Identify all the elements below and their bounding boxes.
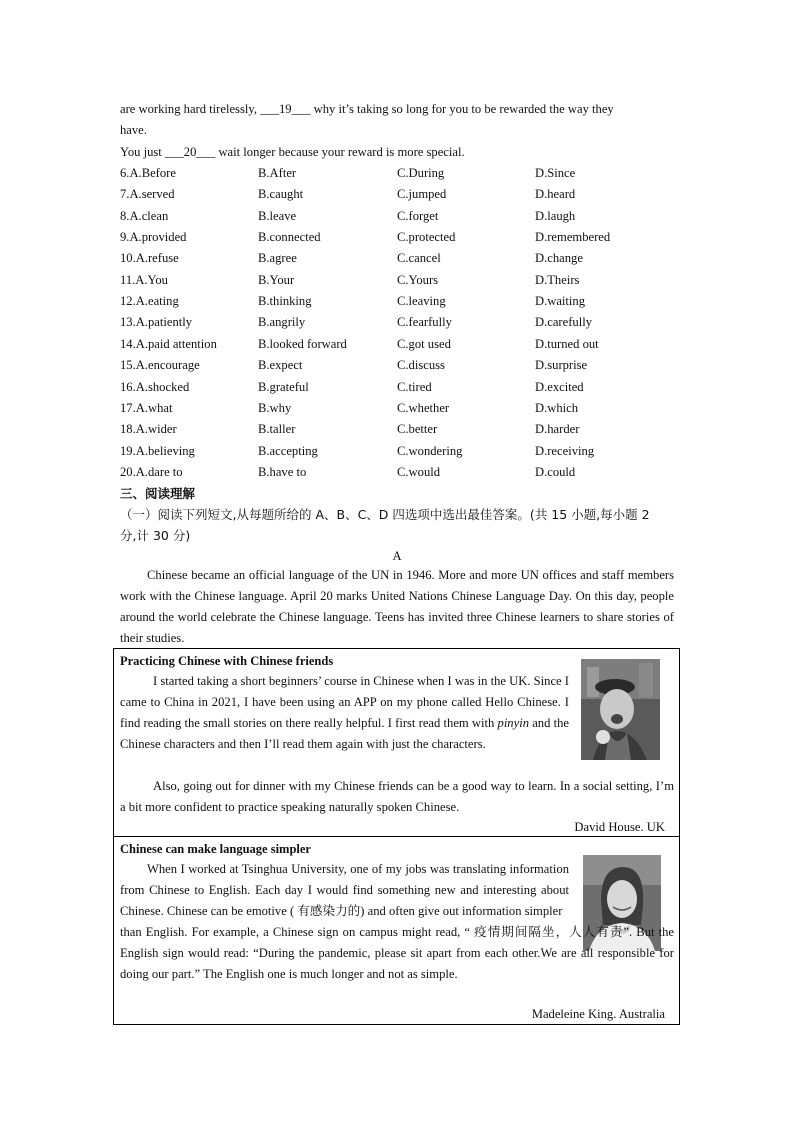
option-a: 15.A.encourage bbox=[120, 358, 200, 372]
option-d: D.waiting bbox=[535, 294, 586, 308]
option-d: D.change bbox=[535, 251, 583, 265]
option-a: 13.A.patiently bbox=[120, 315, 193, 329]
options-row bbox=[120, 314, 680, 330]
story-paragraph-2: Also, going out for dinner with my Chinese friends can be a good way to learn. In a social setting, I’m a bit more confident to practice speaking naturally spoken Chinese. bbox=[120, 779, 674, 814]
option-a: 10.A.refuse bbox=[120, 251, 179, 265]
option-c: C.discuss bbox=[397, 358, 445, 372]
option-c: C.leaving bbox=[397, 294, 446, 308]
options-row bbox=[120, 208, 680, 224]
option-c: C.would bbox=[397, 465, 441, 479]
option-a: 14.A.paid attention bbox=[120, 337, 217, 351]
option-a: 11.A.You bbox=[120, 273, 168, 287]
option-b: B.Your bbox=[258, 273, 295, 287]
portrait-photo-david bbox=[581, 659, 660, 760]
options-row bbox=[120, 400, 680, 416]
option-b: B.angrily bbox=[258, 315, 306, 329]
options-row bbox=[120, 336, 680, 352]
option-d: D.Theirs bbox=[535, 273, 580, 287]
options-row bbox=[120, 443, 680, 459]
option-c: C.wondering bbox=[397, 444, 463, 458]
option-b: B.have to bbox=[258, 465, 307, 479]
option-b: B.After bbox=[258, 166, 297, 180]
options-row bbox=[120, 421, 680, 437]
story-paragraph-text: I started taking a short beginners’ course in Chinese when I was in the UK. Since I came to China in 2021, I have been using an APP on my phone called Hello Chinese. I find reading the small stories on there really helpful. I first read them with bbox=[120, 674, 569, 730]
story-box-david bbox=[113, 648, 680, 837]
passage-letter: A bbox=[392, 549, 402, 563]
pinyin-term: pinyin bbox=[497, 716, 529, 730]
option-b: B.accepting bbox=[258, 444, 318, 458]
option-c: C.whether bbox=[397, 401, 450, 415]
options-row bbox=[120, 186, 680, 202]
option-c: C.Yours bbox=[397, 273, 439, 287]
option-c: C.During bbox=[397, 166, 445, 180]
option-c: C.tired bbox=[397, 380, 432, 394]
option-d: D.excited bbox=[535, 380, 584, 394]
story-paragraph-3-cont-text: than English. For example, a Chinese sign on campus might read, “ 疫情期间隔坐，人人有责”. But the English sign would read: “During the pandemic, please sit apart from each other.We are all responsible for doing our part.” The English one is much longer and not as simple. bbox=[120, 925, 674, 981]
option-c: C.fearfully bbox=[397, 315, 452, 329]
option-a: 6.A.Before bbox=[120, 166, 176, 180]
option-d: D.receiving bbox=[535, 444, 595, 458]
option-b: B.leave bbox=[258, 209, 297, 223]
option-b: B.grateful bbox=[258, 380, 309, 394]
option-a: 7.A.served bbox=[120, 187, 175, 201]
option-b: B.expect bbox=[258, 358, 303, 372]
option-b: B.caught bbox=[258, 187, 304, 201]
options-row bbox=[120, 229, 680, 245]
cloze-line-20: You just ___20___ wait longer because your reward is more special. bbox=[120, 145, 465, 159]
option-d: D.surprise bbox=[535, 358, 588, 372]
options-row bbox=[120, 357, 680, 373]
story-paragraph-3 bbox=[120, 859, 569, 922]
option-d: D.could bbox=[535, 465, 576, 479]
cloze-line-19: are working hard tirelessly, ___19___ why it’s taking so long for you to be rewarded the way they bbox=[120, 102, 614, 116]
story-title: Practicing Chinese with Chinese friends bbox=[120, 654, 334, 668]
story-paragraph-3-cont bbox=[120, 922, 674, 1006]
story-title-2: Chinese can make language simpler bbox=[120, 842, 311, 856]
option-d: D.remembered bbox=[535, 230, 611, 244]
option-b: B.connected bbox=[258, 230, 321, 244]
option-d: D.laugh bbox=[535, 209, 576, 223]
option-a: 16.A.shocked bbox=[120, 380, 190, 394]
option-c: C.forget bbox=[397, 209, 439, 223]
story-paragraph-3-text: When I worked at Tsinghua University, one of my jobs was translating information from Chinese to English. Each day I would find something new and interesting about Chinese. Chinese can be emotive ( 有感染力的) and often give out information simpler bbox=[120, 862, 569, 918]
option-d: D.turned out bbox=[535, 337, 599, 351]
story-paragraph bbox=[120, 671, 569, 755]
passage-intro: Chinese became an official language of the UN in 1946. More and more UN offices and staff members work with the Chinese language. April 20 marks United Nations Chinese Language Day. On this day, people around the world celebrate the Chinese language. Teens has invited three Chinese learners to share stories of their studies. bbox=[120, 568, 674, 645]
option-d: D.Since bbox=[535, 166, 576, 180]
option-c: C.protected bbox=[397, 230, 456, 244]
option-a: 19.A.believing bbox=[120, 444, 195, 458]
section-instruction-cont: 分,计 30 分) bbox=[120, 528, 191, 543]
section-heading: 三、阅读理解 bbox=[120, 486, 196, 501]
option-c: C.got used bbox=[397, 337, 451, 351]
option-b: B.taller bbox=[258, 422, 296, 436]
option-a: 9.A.provided bbox=[120, 230, 187, 244]
option-d: D.carefully bbox=[535, 315, 592, 329]
story-signature: David House. UK bbox=[574, 820, 665, 834]
option-b: B.looked forward bbox=[258, 337, 347, 351]
option-d: D.heard bbox=[535, 187, 576, 201]
options-row bbox=[120, 464, 680, 480]
option-c: C.better bbox=[397, 422, 438, 436]
option-a: 18.A.wider bbox=[120, 422, 177, 436]
story-box-madeleine bbox=[113, 836, 680, 1025]
options-row bbox=[120, 165, 680, 181]
story-paragraph-text-cont: and the Chinese characters and then I’ll read them again with just the characters. bbox=[120, 716, 569, 751]
options-row bbox=[120, 250, 680, 266]
option-d: D.harder bbox=[535, 422, 580, 436]
section-instruction: （一）阅读下列短文,从每题所给的 A、B、C、D 四选项中选出最佳答案。(共 15 小题,每小题 2 bbox=[120, 507, 650, 522]
option-a: 12.A.eating bbox=[120, 294, 179, 308]
options-row bbox=[120, 379, 680, 395]
option-a: 17.A.what bbox=[120, 401, 173, 415]
option-d: D.which bbox=[535, 401, 579, 415]
option-a: 20.A.dare to bbox=[120, 465, 183, 479]
option-c: C.cancel bbox=[397, 251, 441, 265]
option-b: B.why bbox=[258, 401, 292, 415]
option-a: 8.A.clean bbox=[120, 209, 169, 223]
option-b: B.agree bbox=[258, 251, 297, 265]
option-b: B.thinking bbox=[258, 294, 312, 308]
option-c: C.jumped bbox=[397, 187, 447, 201]
story-signature-2: Madeleine King. Australia bbox=[531, 1007, 665, 1021]
options-row bbox=[120, 272, 680, 288]
cloze-line-have: have. bbox=[120, 123, 147, 137]
options-row bbox=[120, 293, 680, 309]
